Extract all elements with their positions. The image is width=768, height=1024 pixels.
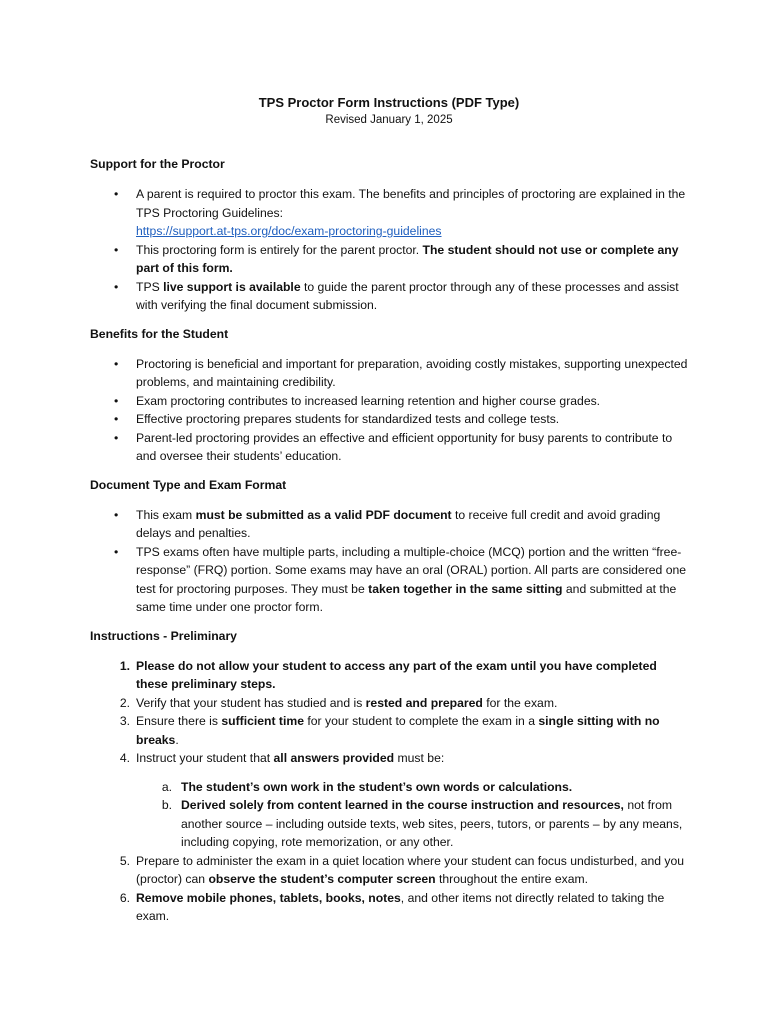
item-text: Prepare to administer the exam in a quiet location where your student can focus undisturbed, and you (proctor) can bbox=[136, 853, 685, 886]
preliminary-list-continued bbox=[90, 852, 688, 926]
item-number: 2. bbox=[119, 695, 130, 710]
item-text: . bbox=[175, 732, 179, 747]
list-item bbox=[90, 241, 688, 278]
item-number: 4. bbox=[119, 751, 130, 765]
list-item bbox=[90, 749, 688, 768]
list-item bbox=[90, 657, 688, 694]
item-bold: Remove mobile phones, tablets, books, notes bbox=[136, 890, 401, 905]
list-item bbox=[90, 543, 688, 617]
revision-date: Revised January 1, 2025 bbox=[325, 114, 453, 126]
list-item: • Parent-led proctoring provides an effective and efficient opportunity for busy parents to contribute to and oversee their students’ education. bbox=[90, 429, 688, 466]
item-letter: b. bbox=[161, 798, 172, 812]
list-item bbox=[90, 796, 688, 852]
item-letter: a. bbox=[161, 779, 172, 794]
sub-list bbox=[136, 778, 688, 852]
item-text: to receive full credit and avoid grading delays and penalties. bbox=[136, 507, 661, 540]
item-bold: rested and prepared bbox=[365, 695, 483, 710]
item-text: and submitted at the same time under one proctor form. bbox=[136, 581, 677, 614]
item-bold: Please do not allow your student to access any part of the exam until you have completed these preliminary steps. bbox=[136, 658, 657, 691]
section-heading-benefits: Benefits for the Student bbox=[90, 326, 229, 341]
list-item bbox=[90, 778, 688, 797]
item-text: A parent is required to proctor this exam. The benefits and principles of proctoring are explained in the TPS Proctoring Guidelines: bbox=[136, 187, 686, 220]
item-bold: taken together in the same sitting bbox=[368, 581, 563, 596]
item-bold: Derived solely from content learned in the course instruction and resources, bbox=[181, 798, 624, 812]
item-text: TPS exams often have multiple parts, including a multiple-choice (MCQ) portion and the written “free-response” (FRQ) portion. Some exams may have an oral (ORAL) portion. All parts are considered one test for proctoring purposes. They must be bbox=[136, 544, 687, 596]
item-text: TPS bbox=[136, 279, 164, 294]
benefits-list bbox=[90, 355, 688, 466]
list-item bbox=[90, 278, 688, 315]
preliminary-list bbox=[90, 657, 688, 768]
item-text: must be: bbox=[394, 751, 445, 765]
item-bold: The student should not use or complete any part of this form. bbox=[136, 242, 679, 275]
item-text: This proctoring form is entirely for the parent proctor. bbox=[136, 242, 423, 257]
section-heading-support: Support for the Proctor bbox=[90, 157, 225, 171]
support-list bbox=[90, 185, 688, 315]
list-item: • Exam proctoring contributes to increased learning retention and higher course grades. bbox=[90, 392, 688, 411]
guidelines-link[interactable]: https://support.at-tps.org/doc/exam-proctoring-guidelines bbox=[136, 224, 442, 238]
list-item bbox=[90, 712, 688, 749]
list-item bbox=[90, 694, 688, 713]
item-bold: single sitting with no breaks bbox=[136, 714, 660, 747]
item-text: This exam bbox=[136, 507, 196, 522]
item-text: for your student to complete the exam in a bbox=[303, 714, 539, 728]
item-number: 1. bbox=[119, 658, 130, 673]
item-bold: sufficient time bbox=[221, 714, 304, 728]
item-bold: observe the student’s computer screen bbox=[208, 872, 436, 886]
doctype-list bbox=[90, 506, 688, 617]
item-text: Instruct your student that bbox=[136, 751, 274, 765]
item-number: 3. bbox=[119, 714, 130, 728]
item-bold: must be submitted as a valid PDF document bbox=[195, 507, 452, 522]
section-heading-preliminary: Instructions - Preliminary bbox=[90, 628, 237, 643]
item-text: not from another source – including outside texts, web sites, peers, tutors, or parents – by any means, including copying, rote memorization, or any other. bbox=[181, 798, 683, 849]
item-text: to guide the parent proctor through any of these processes and assist with verifying the final document submission. bbox=[136, 279, 679, 312]
item-number: 6. bbox=[119, 890, 130, 905]
list-item bbox=[90, 889, 688, 926]
item-number: 5. bbox=[119, 853, 130, 868]
list-item bbox=[90, 506, 688, 543]
document-title: TPS Proctor Form Instructions (PDF Type) bbox=[258, 95, 520, 110]
item-text: throughout the entire exam. bbox=[435, 872, 589, 886]
section-heading-doctype: Document Type and Exam Format bbox=[90, 477, 287, 492]
item-bold: live support is available bbox=[163, 279, 301, 294]
item-bold: all answers provided bbox=[273, 751, 395, 765]
item-text: , and other items not directly related to taking the exam. bbox=[136, 890, 665, 923]
item-text: for the exam. bbox=[482, 695, 558, 710]
list-item bbox=[90, 185, 688, 241]
item-text: Verify that your student has studied and is bbox=[136, 695, 366, 710]
item-text: Ensure there is bbox=[136, 714, 222, 728]
item-bold: The student’s own work in the student’s own words or calculations. bbox=[181, 779, 573, 794]
list-item: • Proctoring is beneficial and important for preparation, avoiding costly mistakes, supporting unexpected problems, and maintaining credibility. bbox=[90, 355, 688, 392]
list-item: • Effective proctoring prepares students for standardized tests and college tests. bbox=[90, 410, 688, 429]
list-item bbox=[90, 852, 688, 889]
